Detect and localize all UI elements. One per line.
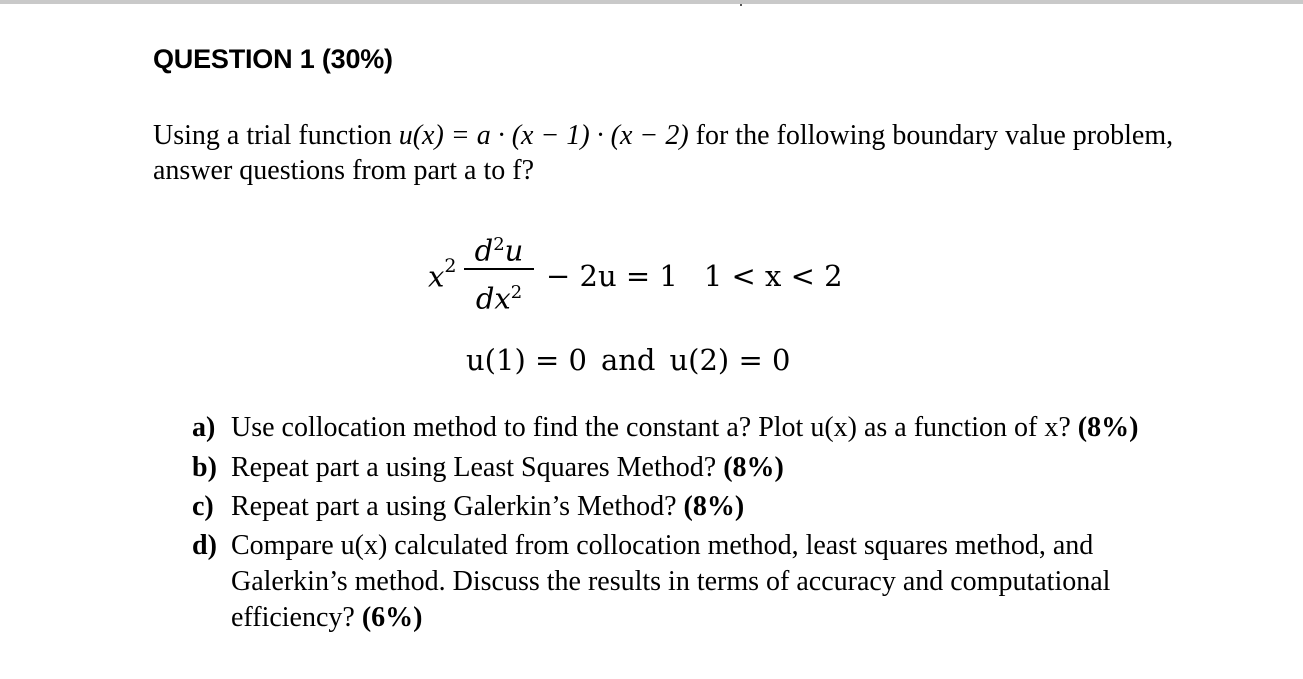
denominator-dx: dx: [475, 281, 511, 316]
part-d: [192, 528, 1167, 636]
equation-rhs: − 2u = 1: [546, 259, 678, 293]
coefficient-variable: x: [428, 259, 445, 294]
numerator-d: d: [474, 233, 494, 268]
intro-text-start: Using a trial function: [153, 120, 399, 151]
top-border: [0, 0, 1303, 4]
top-border-mark: [740, 4, 742, 6]
equation-remainder: [546, 259, 843, 293]
fraction-bar: [464, 268, 534, 270]
part-text: Repeat part a using Least Squares Method?: [231, 452, 724, 483]
part-marks: (8%): [723, 452, 784, 483]
denominator-exponent: 2: [510, 282, 523, 303]
part-label: c): [192, 491, 214, 522]
coefficient-exponent: 2: [444, 255, 457, 277]
part-label: b): [192, 452, 217, 483]
boundary-condition-left: u(1) = 0: [466, 343, 587, 377]
part-marks: (6%): [361, 602, 423, 633]
boundary-connector: and: [600, 343, 656, 377]
part-label: a): [192, 412, 216, 443]
equation-coefficient: [428, 255, 457, 294]
intro-text-end: for the following boundary value problem, answer questions from part a to f?: [153, 120, 1174, 186]
fraction-numerator: [464, 226, 534, 268]
part-text: Compare u(x) calculated from collocation method, least squares method, and Galerkin’s method. Discuss the results in terms of accuracy and computational efficiency?: [231, 530, 1111, 633]
question-heading: QUESTION 1 (30%): [153, 44, 393, 74]
equation-domain: 1 < x < 2: [703, 259, 843, 293]
fraction-denominator: [464, 274, 534, 316]
question-intro: [153, 118, 1193, 188]
numerator-variable: u: [504, 233, 524, 268]
part-marks: (8%): [1077, 412, 1139, 443]
part-c: [192, 489, 1167, 525]
part-marks: (8%): [683, 491, 745, 522]
boundary-conditions: [466, 343, 790, 377]
part-a: [192, 410, 1167, 446]
trial-function: u(x) = a · (x − 1) · (x − 2): [398, 120, 689, 151]
part-label: d): [192, 530, 217, 561]
part-b: [192, 450, 1167, 486]
numerator-exponent: 2: [493, 234, 505, 255]
question-parts-list: [192, 410, 1167, 636]
part-text: Repeat part a using Galerkin’s Method?: [231, 491, 684, 522]
part-text: Use collocation method to find the constant a? Plot u(x) as a function of x?: [231, 412, 1078, 443]
second-derivative-fraction: [464, 226, 534, 316]
boundary-condition-right: u(2) = 0: [669, 343, 791, 377]
